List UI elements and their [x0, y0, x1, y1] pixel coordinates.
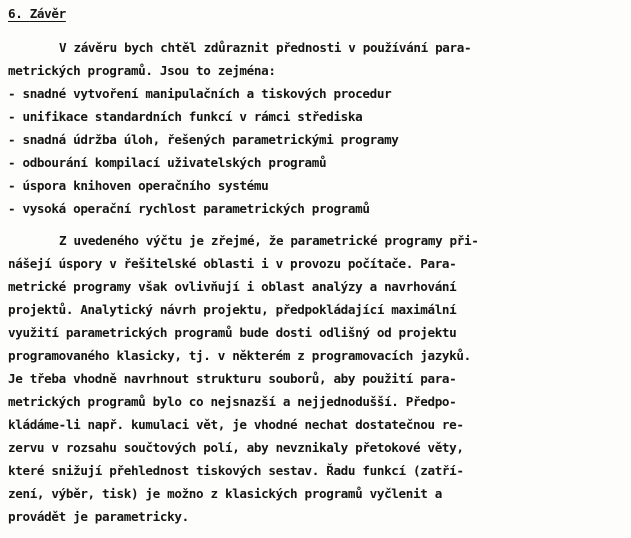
- conclusion-line: programovaného klasicky, tj. v některém z programovacích jazyků.: [8, 348, 471, 363]
- bullet-item: - vysoká operační rychlost parametrických programů: [8, 201, 370, 216]
- conclusion-line: Je třeba vhodně navrhnout strukturu souborů, aby použití para-: [8, 371, 457, 386]
- intro-line: V závěru bych chtěl zdůraznit přednosti v používání para-: [59, 40, 472, 55]
- conclusion-line: kládáme-li např. kumulaci vět, je vhodné nechat dostatečnou re-: [8, 417, 464, 432]
- conclusion-line: zení, výběr, tisk) je možno z klasických programů vyčlenit a: [8, 486, 442, 501]
- conclusion-line: provádět je parametricky.: [8, 509, 189, 524]
- bullet-item: - odbourání kompilací uživatelských programů: [8, 155, 327, 170]
- section-title: Závěr: [29, 6, 66, 21]
- conclusion-line: nášejí úspory v řešitelské oblasti i v provozu počítače. Para-: [8, 256, 457, 271]
- conclusion-line: Z uvedeného výčtu je zřejmé, že parametrické programy při-: [59, 233, 479, 248]
- section-heading: [8, 2, 66, 25]
- conclusion-line: které snižují přehlednost tiskových sestav. Řadu funkcí (zatří-: [8, 463, 464, 478]
- bullet-item: - unifikace standardních funkcí v rámci střediska: [8, 109, 363, 124]
- intro-line: metrických programů. Jsou to zejména:: [8, 63, 276, 78]
- conclusion-line: projektů. Analytický návrh projektu, předpokládající maximální: [8, 302, 457, 317]
- conclusion-line: metrických programů bylo co nejsnazší a nejjednodušší. Předpo-: [8, 394, 457, 409]
- bullet-item: - úspora knihoven operačního systému: [8, 178, 269, 193]
- bullet-item: - snadné vytvoření manipulačních a tiskových procedur: [8, 86, 392, 101]
- section-number: 6.: [8, 6, 23, 21]
- conclusion-line: zervu v rozsahu součtových polí, aby nevznikaly přetokové věty,: [8, 440, 464, 455]
- bullet-item: - snadná údržba úloh, řešených parametrickými programy: [8, 132, 399, 147]
- conclusion-line: využití parametrických programů bude dosti odlišný od projektu: [8, 325, 457, 340]
- conclusion-line: metrické programy však ovlivňují i oblast analýzy a navrhování: [8, 279, 457, 294]
